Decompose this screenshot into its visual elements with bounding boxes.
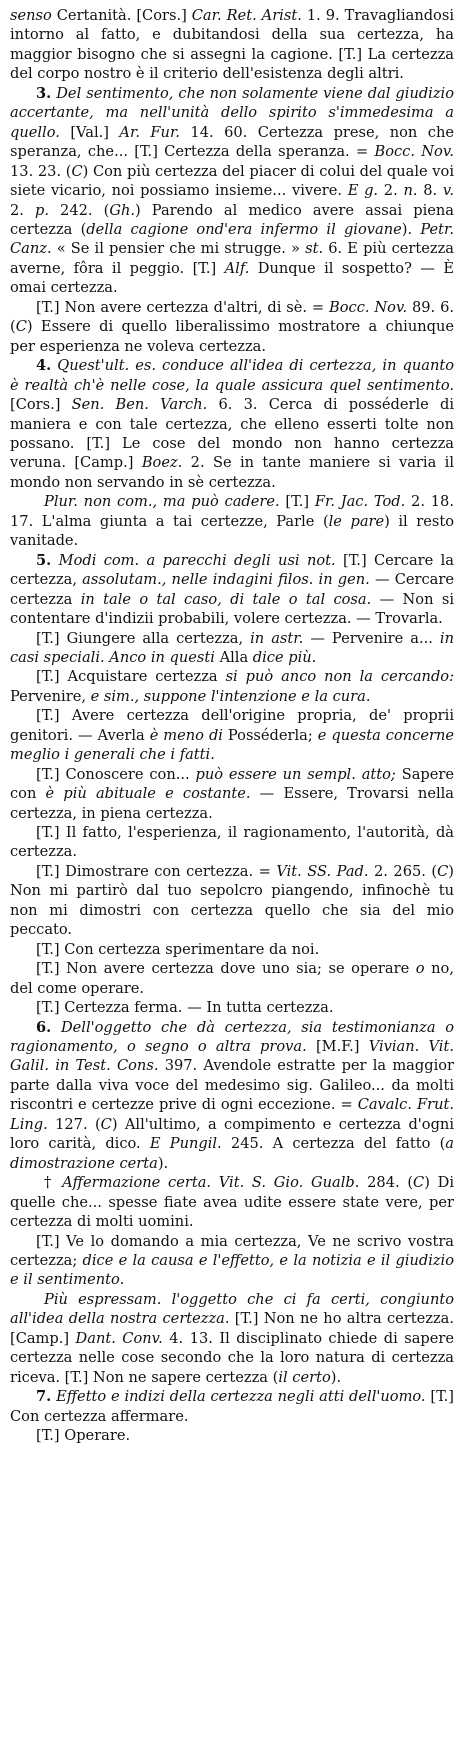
entry-paragraph: [T.] Dimostrare con certezza. = Vit. SS. Pad. 2. 265. (C) Non mi partirò dal tuo sepolcro piangendo, infinochè tu non mi dimostri con certezza quello che sia del mio peccato.	[10, 862, 454, 939]
entry-paragraph: senso Certanità. [Cors.] Car. Ret. Arist. 1. 9. Travagliandosi intorno al fatto, e dubitandosi della sua certezza, ha maggior bisogno che si assegni la cagione. [T.] La certezza del corpo nostro è il criterio dell'esistenza degli altri.	[10, 7, 454, 83]
entry-paragraph: [T.] Certezza ferma. — In tutta certezza.	[36, 999, 334, 1017]
entry-paragraph: 5. Modi com. a parecchi degli usi not. [T.] Cercare la certezza, assolutam., nelle indagini filos. in gen. — Cercare certezza in tale o tal caso, di tale o tal cosa. — Non si contentare d'indizii probabili, volere certezza. — Trovarla.	[10, 551, 455, 628]
entry-paragraph: [T.] Acquistare certezza si può anco non la cercando: Pervenire, e sim., suppone l'intenzione e la cura.	[10, 668, 455, 705]
entry-paragraph: [T.] Operare.	[36, 1427, 131, 1445]
entry-paragraph: Plur. non com., ma può cadere. [T.] Fr. Jac. Tod. 2. 18. 17. L'alma giunta a tai certezze, Parle (le pare) il resto vanitade.	[10, 493, 454, 550]
entry-paragraph: 7. Effetto e indizi della certezza negli atti dell'uomo. [T.] Con certezza affermare.	[10, 1388, 454, 1425]
entry-paragraph: † Affermazione certa. Vit. S. Gio. Gualb. 284. (C) Di quelle che... spesse fiate avea udite essere state vere, per certezza di molti uomini.	[10, 1174, 455, 1231]
entry-paragraph: 6. Dell'oggetto che dà certezza, sia testimonianza o ragionamento, o segno o altra prova. [M.F.] Vivian. Vit. Galil. in Test. Cons. 397. Avendole estratte per la maggior parte dalla viva voce del medesimo sig. Galileo... da molti riscontri e certezze prive di ogni eccezione. = Cavalc. Frut. Ling. 127. (C) All'ultimo, a compimento e certezza d'ogni loro carità, dico. E Pungil. 245. A certezza del fatto (a dimostrazione certa).	[10, 1018, 455, 1172]
entry-paragraph: 4. Quest'ult. es. conduce all'idea di certezza, in quanto è realtà ch'è nelle cose, la quale assicura quel sentimento. [Cors.] Sen. Ben. Varch. 6. 3. Cerca di posséderle di maniera e con tale certezza, che elleno esserti tolte non possano. [T.] Le cose del mondo non hanno certezza veruna. [Camp.] Boez. 2. Se in tante maniere si varia il mondo non servando in sè certezza.	[10, 357, 454, 491]
entry-paragraph: [T.] Non avere certezza d'altri, di sè. = Bocc. Nov. 89. 6. (C) Essere di quello liberalissimo mostratore a chiunque per esperienza ne voleva certezza.	[10, 298, 454, 355]
entry-paragraph: [T.] Con certezza sperimentare da noi.	[36, 940, 320, 958]
entry-paragraph: [T.] Conoscere con... può essere un sempl. atto; Sapere con è più abituale e costante. — Essere, Trovarsi nella certezza, in piena certezza.	[10, 765, 454, 822]
entry-paragraph: [T.] Il fatto, l'esperienza, il ragionamento, l'autorità, dà certezza.	[10, 824, 454, 861]
entry-paragraph: [T.] Giungere alla certezza, in astr. — Pervenire a... in casi speciali. Anco in questi Alla dice più.	[10, 629, 454, 666]
entry-paragraph: Più espressam. l'oggetto che ci fa certi, congiunto all'idea della nostra certezza. [T.] Non ne ho altra certezza. [Camp.] Dant. Conv. 4. 13. Il disciplinato chiede di sapere certezza nelle cose secondo che la loro natura di certezza riceva. [T.] Non ne sapere certezza (il certo).	[10, 1290, 454, 1386]
entry-paragraph: [T.] Non avere certezza dove uno sia; se operare o no, del come operare.	[10, 960, 454, 997]
entry-paragraph: [T.] Avere certezza dell'origine propria, de' proprii genitori. — Averla è meno di Posséderla; e questa concerne meglio i generali che i fatti.	[10, 707, 454, 764]
entry-paragraph: 3. Del sentimento, che non solamente viene dal giudizio accertante, ma nell'unità dello spirito s'immedesima a quello. [Val.] Ar. Fur. 14. 60. Certezza prese, non che speranza, che... [T.] Certezza della speranza. = Bocc. Nov. 13. 23. (C) Con più certezza del piacer di colui del quale voi siete vicario, noi possiamo insieme... vivere. E g. 2. n. 8. v. 2. p. 242. (Gh.) Parendo al medico avere assai piena certezza (della cagione ond'era infermo il giovane). Petr. Canz. « Se il pensier che mi strugge. » st. 6. E più certezza averne, fôra il peggio. [T.] Alf. Dunque il sospetto? — È omai certezza.	[10, 84, 455, 297]
entry-paragraph: [T.] Ve lo domando a mia certezza, Ve ne scrivo vostra certezza; dice e la causa e l'effetto, e la notizia e il giudizio e il sentimento.	[10, 1232, 455, 1289]
